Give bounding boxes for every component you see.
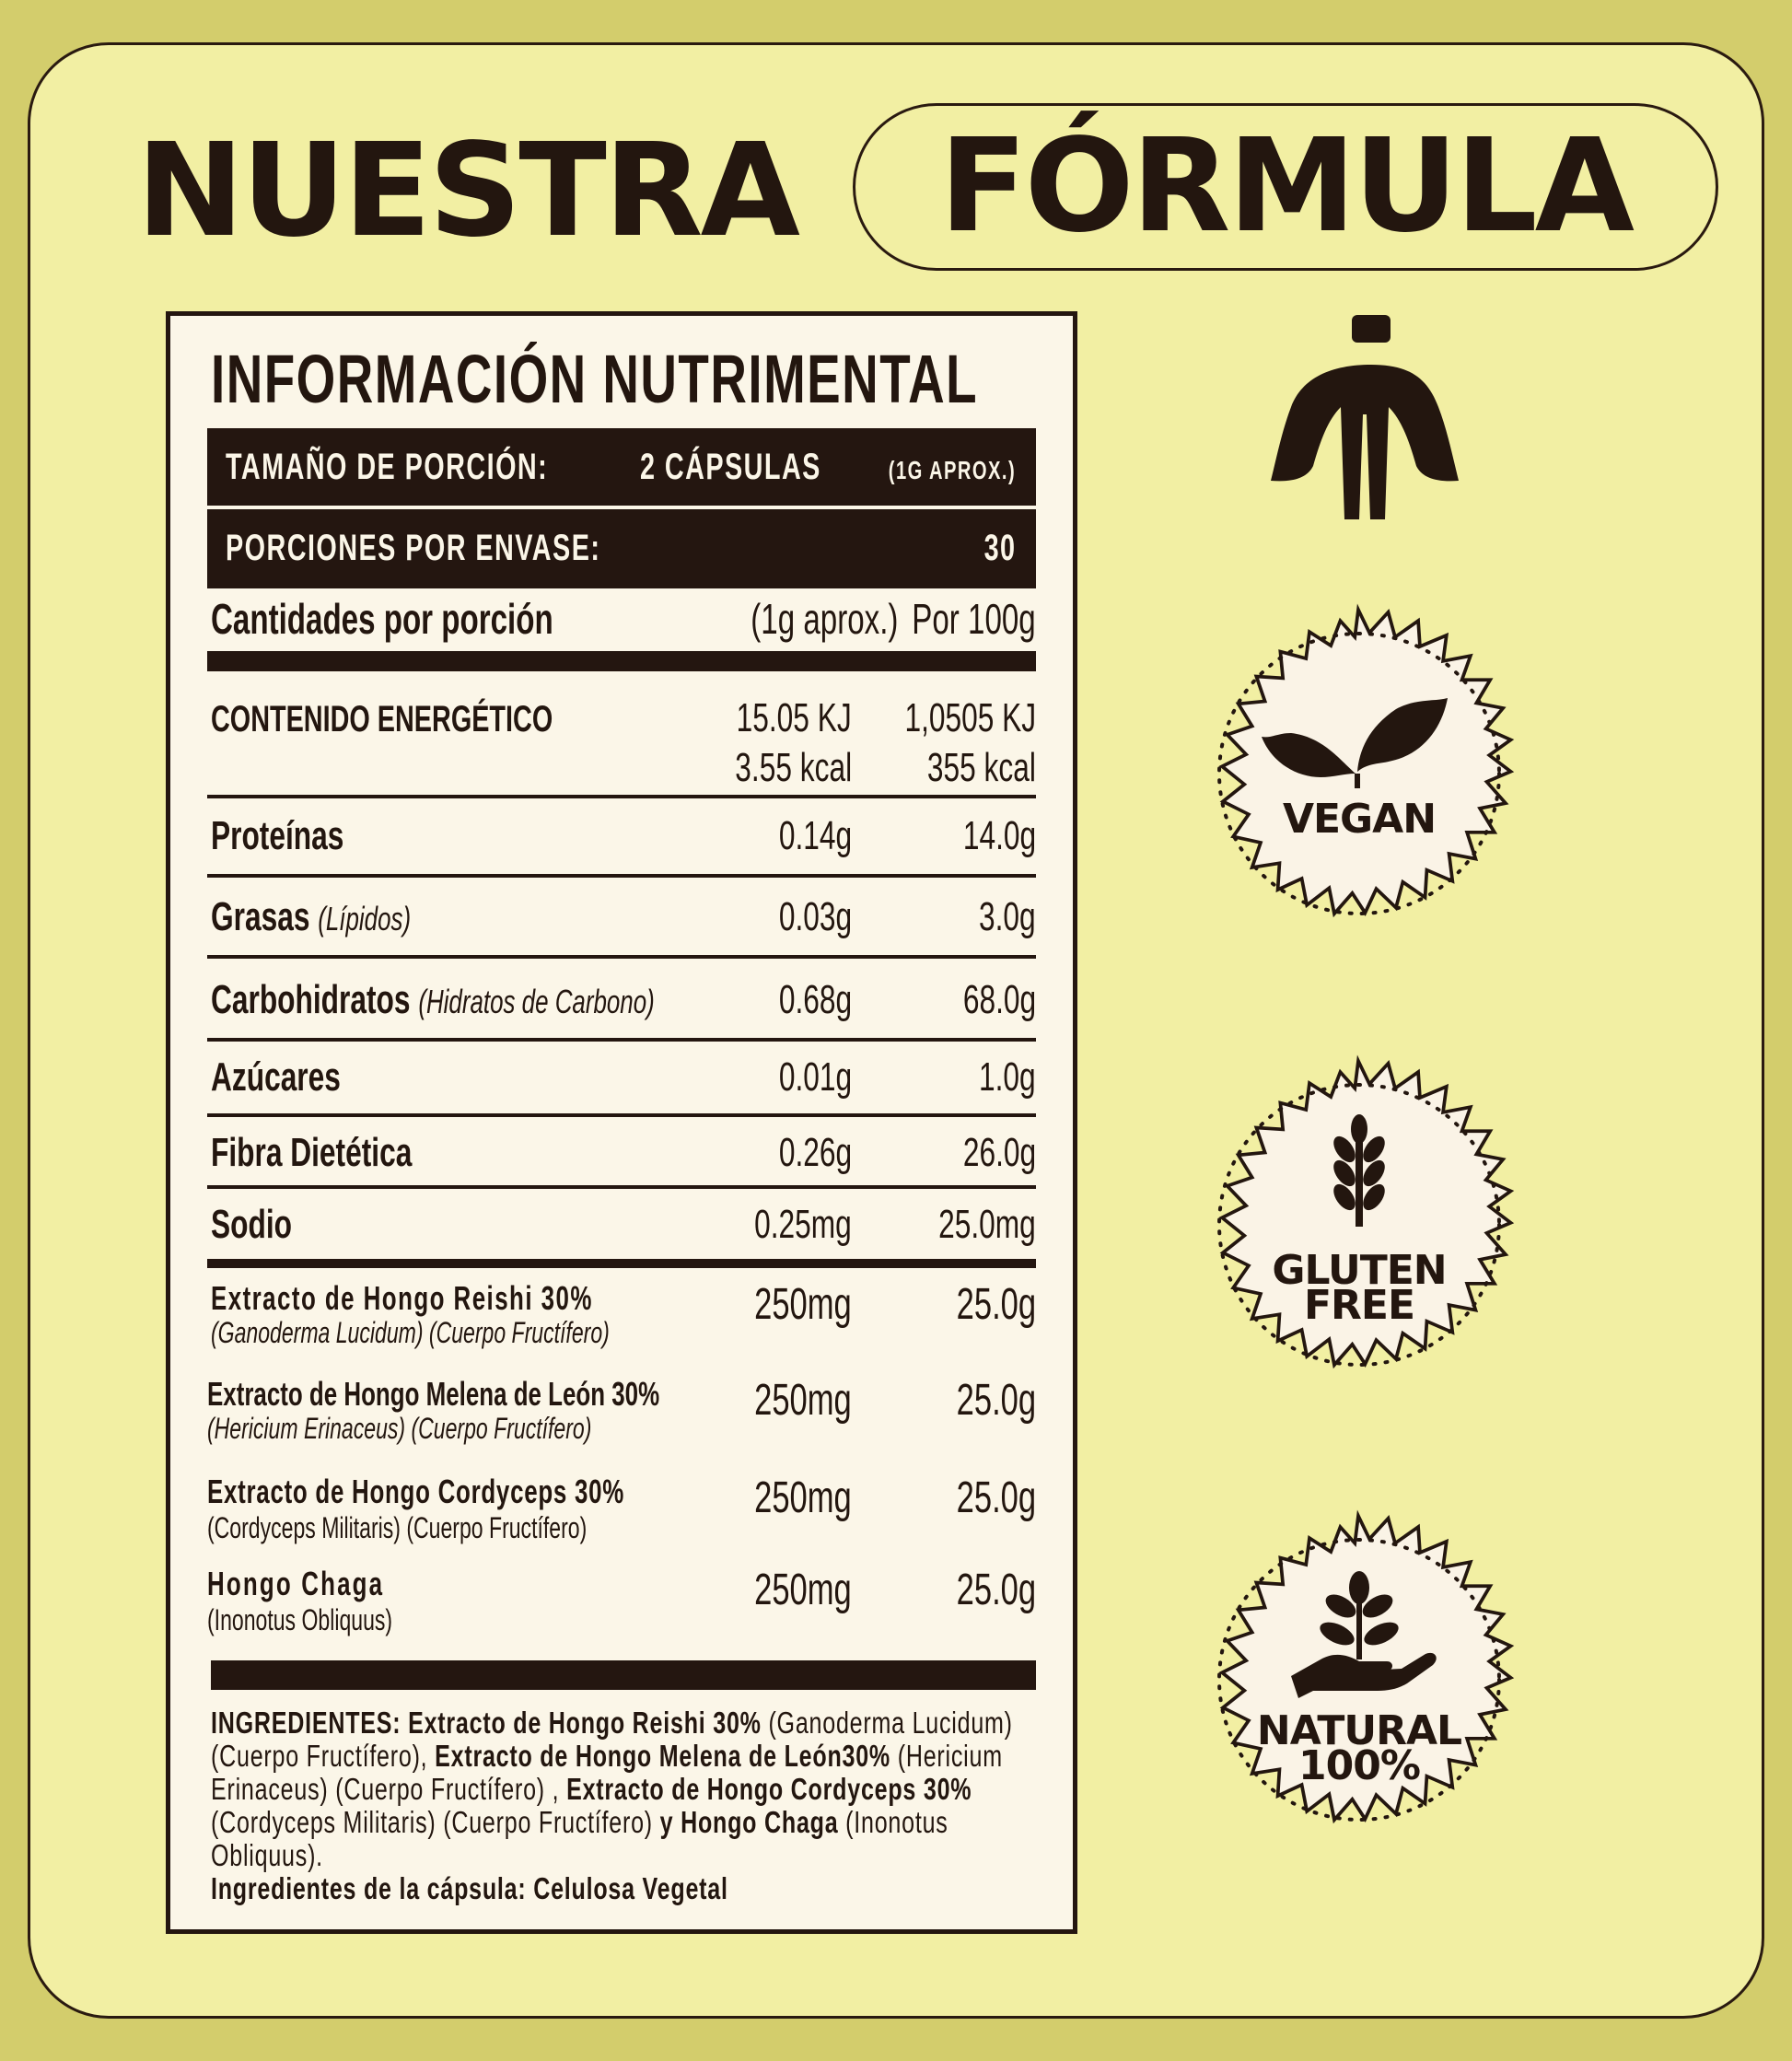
extract-name: Extracto de Hongo Melena de León 30% [207, 1375, 660, 1413]
nutrient-name: Sodio [211, 1202, 292, 1247]
portions-value: 30 [983, 528, 1016, 568]
nutrient-note: (Lípidos) [318, 900, 412, 937]
nutrient-name: Azúcares [211, 1054, 341, 1100]
extract-value-100g: 25.0g [956, 1473, 1036, 1522]
divider [207, 795, 1036, 798]
extract-value-serving: 250mg [754, 1566, 852, 1614]
nutrient-value-serving: 0.03g [778, 894, 852, 939]
badge-label-line2: FREE [1303, 1282, 1415, 1329]
badge-label-line1: NATURAL [1256, 1707, 1462, 1754]
badge-label: VEGAN [1282, 796, 1437, 843]
brand-logo-icon [1267, 311, 1475, 525]
energy-kj-100g: 1,0505 KJ [904, 695, 1036, 740]
column-per-serving: (1g aprox.) [750, 595, 898, 643]
energy-kcal-serving: 3.55 kcal [735, 745, 852, 790]
serving-size-value: 2 CÁPSULAS [640, 447, 821, 487]
extract-name: Extracto de Hongo Cordyceps 30% [207, 1473, 624, 1510]
nutrient-name: Proteínas [211, 813, 344, 858]
label-title: INFORMACIÓN NUTRIMENTAL [211, 341, 979, 417]
divider [207, 874, 1036, 878]
divider [207, 1113, 1036, 1117]
divider-medium [207, 1259, 1036, 1268]
nutrient-name: Grasas (Lípidos) [211, 894, 412, 939]
divider [207, 1038, 1036, 1042]
divider [207, 1185, 1036, 1189]
badge-label-line1: GLUTEN [1272, 1247, 1447, 1294]
divider [207, 955, 1036, 959]
nutrient-value-serving: 0.14g [778, 813, 852, 858]
nutrient-value-100g: 1.0g [979, 1054, 1036, 1100]
nutrient-value-serving: 0.01g [778, 1054, 852, 1100]
divider-thick [207, 651, 1036, 671]
extract-sub: (Cordyceps Militaris) (Cuerpo Fructífero) [207, 1511, 588, 1544]
nutrient-value-100g: 68.0g [962, 977, 1036, 1022]
extract-value-100g: 25.0g [956, 1376, 1036, 1425]
badge-natural [1175, 1496, 1543, 1864]
extract-sub: (Ganoderma Lucidum) (Cuerpo Fructífero) [211, 1316, 610, 1349]
headline-nuestra: NUESTRA [136, 116, 797, 266]
nutrient-value-100g: 26.0g [962, 1130, 1036, 1175]
serving-size-label: TAMAÑO DE PORCIÓN: [226, 447, 549, 487]
column-per-100g: Por 100g [912, 595, 1036, 643]
ingredients-text: INGREDIENTES: Extracto de Hongo Reishi 30% (Ganoderma Lucidum) (Cuerpo Fructífero), Extracto de Hongo Melena de León30% (Hericium Erinaceus) (Cuerpo Fructífero) , Extracto de Hongo Cordyceps 30% (Cordyceps Militaris) (Cuerpo Fructífero) y Hongo Chaga (Inonotus Obliquus). Ingredientes de la cápsula: Celulosa Vegetal [211, 1706, 1013, 1905]
badge-gluten-free [1175, 1041, 1543, 1409]
extract-value-serving: 250mg [754, 1376, 852, 1425]
nutrient-value-serving: 0.26g [778, 1130, 852, 1175]
extract-value-100g: 25.0g [956, 1566, 1036, 1614]
nutrient-value-100g: 14.0g [962, 813, 1036, 858]
columns-label: Cantidades por porción [211, 595, 553, 643]
extract-name: Hongo Chaga [207, 1565, 385, 1602]
nutrient-name: Carbohidratos (Hidratos de Carbono) [211, 977, 655, 1022]
headline-formula-pill: FÓRMULA [853, 103, 1718, 271]
extract-value-serving: 250mg [754, 1473, 852, 1522]
nutrient-name: Fibra Dietética [211, 1130, 413, 1175]
extract-name: Extracto de Hongo Reishi 30% [211, 1279, 593, 1317]
badge-vegan [1175, 589, 1543, 958]
badge-label-line2: 100% [1298, 1742, 1420, 1789]
nutrient-value-serving: 0.68g [778, 977, 852, 1022]
energy-label: CONTENIDO ENERGÉTICO [211, 699, 553, 739]
nutrient-value-100g: 3.0g [979, 894, 1036, 939]
portions-label: PORCIONES POR ENVASE: [226, 528, 601, 568]
nutrient-value-100g: 25.0mg [938, 1202, 1036, 1247]
serving-size-note: (1G APROX.) [888, 456, 1016, 484]
extract-sub: (Inonotus Obliquus) [207, 1603, 393, 1636]
energy-kcal-100g: 355 kcal [926, 745, 1036, 790]
extract-value-100g: 25.0g [956, 1280, 1036, 1329]
serving-size-band [207, 428, 1036, 506]
nutrition-label [166, 311, 1077, 1934]
portions-band [207, 509, 1036, 588]
nutrient-note: (Hidratos de Carbono) [418, 983, 655, 1020]
nutrient-value-serving: 0.25mg [754, 1202, 852, 1247]
extract-value-serving: 250mg [754, 1280, 852, 1329]
extract-sub: (Hericium Erinaceus) (Cuerpo Fructífero) [207, 1412, 592, 1445]
divider-thick [211, 1660, 1036, 1690]
energy-kj-serving: 15.05 KJ [736, 695, 852, 740]
